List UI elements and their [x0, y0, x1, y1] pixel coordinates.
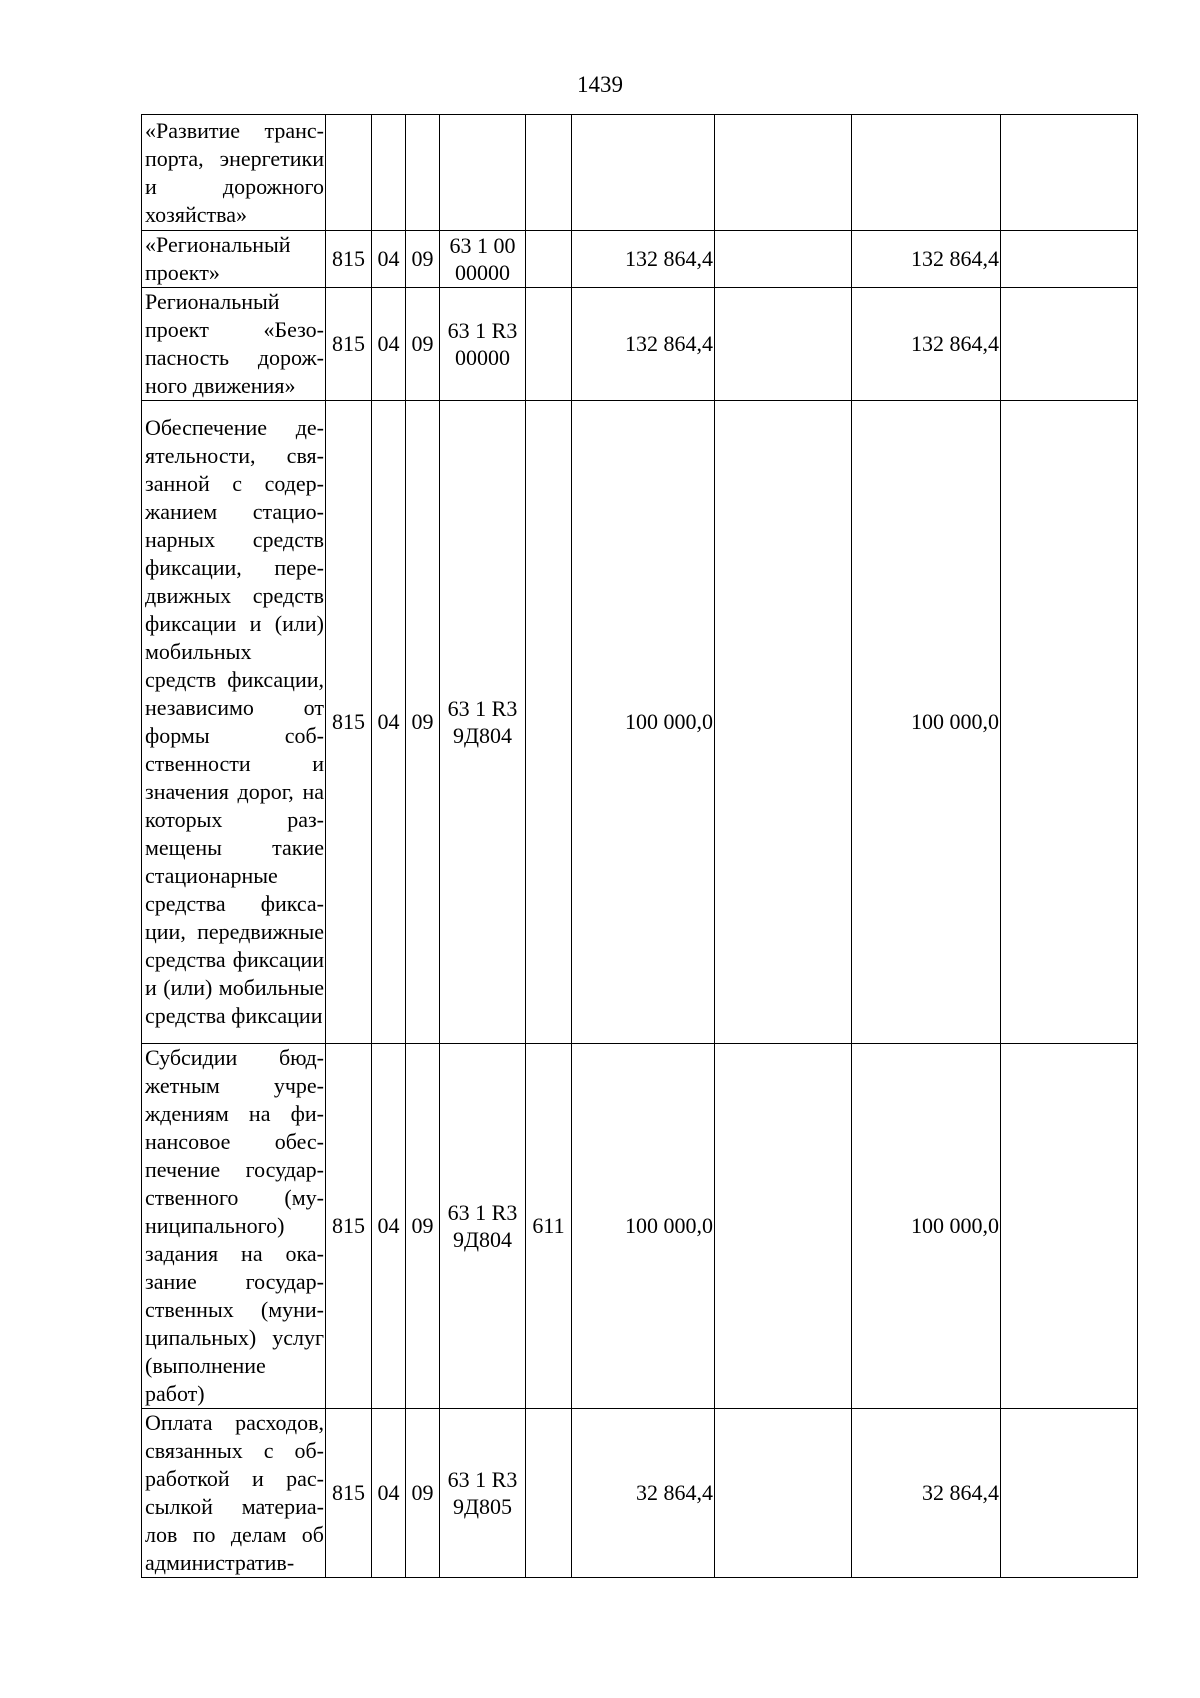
amount-2-cell: 100 000,0 [852, 401, 1001, 1044]
table-row [142, 115, 1138, 231]
target-article-code: 63 1 R3 9Д804 [440, 401, 526, 1044]
subsection-code: 09 [406, 401, 440, 1044]
expense-type-code [526, 401, 572, 1044]
subsection-code [406, 115, 440, 231]
target-article-code: 63 1 R3 9Д804 [440, 1044, 526, 1409]
last-cell [1001, 401, 1138, 1044]
row-description: Оплата расходов, связанных с обработкой и рассылкой материалов по делам об административ- [142, 1409, 326, 1578]
section-code [372, 115, 406, 231]
amount-2-cell: 132 864,4 [852, 231, 1001, 288]
table-row [142, 288, 1138, 401]
row-description: Обеспечение деятельности, связанной с содержанием стационарных средств фиксации, передвижных средств фиксации и (или) мобильных средств фиксации, независимо от формы собственности и значения дорог, на которых размещены такие стационарные средства фиксации, передвижные средства фиксации и (или) мобильные средства фиксации [142, 401, 326, 1044]
page-number: 1439 [577, 72, 623, 97]
table-row [142, 231, 1138, 288]
section-code: 04 [372, 401, 406, 1044]
expense-type-code [526, 115, 572, 231]
empty-cell [715, 1044, 852, 1409]
last-cell [1001, 1044, 1138, 1409]
target-article-code: 63 1 00 00000 [440, 231, 526, 288]
expense-type-code [526, 231, 572, 288]
last-cell [1001, 231, 1138, 288]
ministry-code: 815 [326, 288, 372, 401]
empty-cell [715, 115, 852, 231]
amount-2-cell: 100 000,0 [852, 1044, 1001, 1409]
ministry-code [326, 115, 372, 231]
section-code: 04 [372, 288, 406, 401]
table-row [142, 401, 1138, 1044]
amount-cell: 132 864,4 [572, 288, 715, 401]
amount-cell: 132 864,4 [572, 231, 715, 288]
ministry-code: 815 [326, 231, 372, 288]
amount-2-cell: 132 864,4 [852, 288, 1001, 401]
empty-cell [715, 401, 852, 1044]
table-row [142, 1409, 1138, 1578]
row-description: «Развитие транспорта, энергетики и дорожного хозяйства» [142, 115, 326, 231]
subsection-code: 09 [406, 288, 440, 401]
subsection-code: 09 [406, 1044, 440, 1409]
table-row [142, 1044, 1138, 1409]
empty-cell [715, 231, 852, 288]
last-cell [1001, 288, 1138, 401]
subsection-code: 09 [406, 231, 440, 288]
row-description: «Региональный проект» [142, 231, 326, 288]
section-code: 04 [372, 1044, 406, 1409]
ministry-code: 815 [326, 1409, 372, 1578]
amount-cell: 100 000,0 [572, 401, 715, 1044]
empty-cell [715, 288, 852, 401]
ministry-code: 815 [326, 1044, 372, 1409]
row-description: Региональный проект «Безопасность дорожного движения» [142, 288, 326, 401]
target-article-code: 63 1 R3 00000 [440, 288, 526, 401]
expense-type-code: 611 [526, 1044, 572, 1409]
amount-2-cell: 32 864,4 [852, 1409, 1001, 1578]
expense-type-code [526, 288, 572, 401]
expense-type-code [526, 1409, 572, 1578]
ministry-code: 815 [326, 401, 372, 1044]
row-description: Субсидии бюджетным учреждениям на финансовое обеспечение государственного (муниципального) задания на оказание государственных (муниципальных) услуг (выполнение работ) [142, 1044, 326, 1409]
budget-table [141, 114, 1138, 1578]
empty-cell [715, 1409, 852, 1578]
section-code: 04 [372, 1409, 406, 1578]
amount-2-cell [852, 115, 1001, 231]
subsection-code: 09 [406, 1409, 440, 1578]
amount-cell [572, 115, 715, 231]
target-article-code [440, 115, 526, 231]
section-code: 04 [372, 231, 406, 288]
last-cell [1001, 115, 1138, 231]
target-article-code: 63 1 R3 9Д805 [440, 1409, 526, 1578]
amount-cell: 100 000,0 [572, 1044, 715, 1409]
last-cell [1001, 1409, 1138, 1578]
amount-cell: 32 864,4 [572, 1409, 715, 1578]
